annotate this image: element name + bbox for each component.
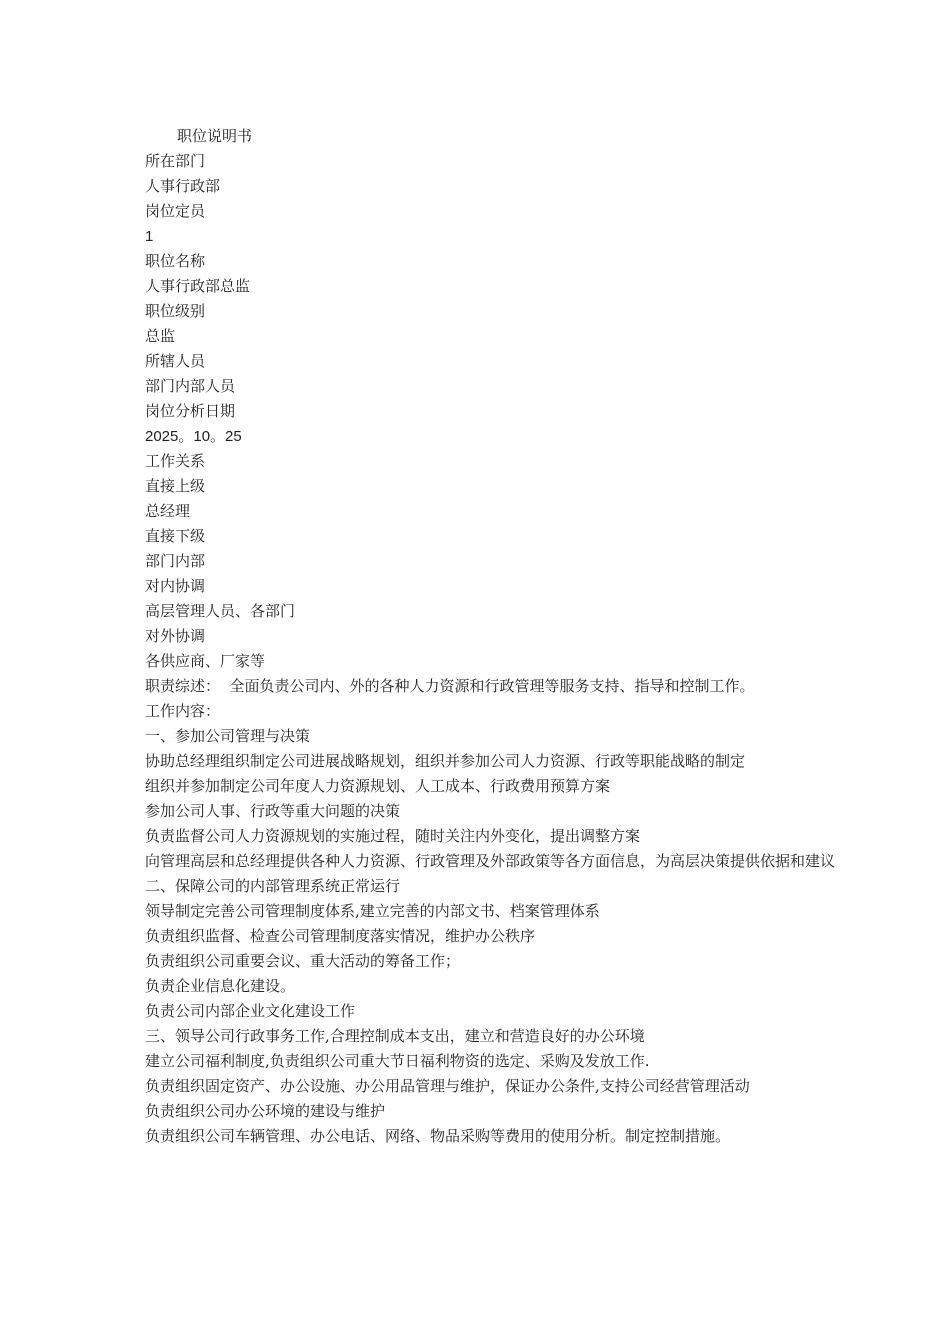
field-value-position-level: 总监: [145, 327, 176, 345]
field-value-subordinates: 部门内部人员: [145, 377, 236, 395]
paragraph-2-3: 负责组织公司重要会议、重大活动的筹备工作；: [145, 952, 461, 970]
field-label-position-level: 职位级别: [145, 302, 206, 320]
field-value-internal-coordination: 高层管理人员、各部门: [145, 602, 296, 620]
field-value-analysis-date: 2025。10。25: [145, 428, 242, 445]
field-label-internal-coordination: 对内协调: [145, 577, 206, 595]
duty-summary: 职责综述： 全面负责公司内、外的各种人力资源和行政管理等服务支持、指导和控制工作。: [145, 677, 755, 695]
field-value-department: 人事行政部: [145, 177, 221, 195]
field-label-headcount: 岗位定员: [145, 202, 206, 220]
field-label-position-name: 职位名称: [145, 252, 206, 270]
field-label-subordinates: 所辖人员: [145, 352, 206, 370]
field-label-direct-subordinate: 直接下级: [145, 527, 206, 545]
field-value-direct-superior: 总经理: [145, 502, 191, 520]
field-label-direct-superior: 直接上级: [145, 477, 206, 495]
paragraph-3-2: 负责组织固定资产、办公设施、办公用品管理与维护，保证办公条件,支持公司经营管理活动: [145, 1077, 750, 1095]
field-value-headcount: 1: [145, 228, 154, 245]
subsection-heading-2: 二、保障公司的内部管理系统正常运行: [145, 877, 401, 895]
paragraph-3-4: 负责组织公司车辆管理、办公电话、网络、物品采购等费用的使用分析。制定控制措施。: [145, 1127, 731, 1145]
paragraph-2-1: 领导制定完善公司管理制度体系,建立完善的内部文书、档案管理体系: [145, 902, 600, 920]
field-value-direct-subordinate: 部门内部: [145, 552, 206, 570]
paragraph-3-1: 建立公司福利制度,负责组织公司重大节日福利物资的选定、采购及发放工作.: [145, 1052, 650, 1070]
paragraph-1-4: 负责监督公司人力资源规划的实施过程，随时关注内外变化，提出调整方案: [145, 827, 641, 845]
paragraph-1-1: 协助总经理组织制定公司进展战略规划，组织并参加公司人力资源、行政等职能战略的制定: [145, 752, 746, 770]
paragraph-1-3: 参加公司人事、行政等重大问题的决策: [145, 802, 401, 820]
paragraph-2-4: 负责企业信息化建设。: [145, 977, 296, 995]
document-title: 职位说明书: [177, 127, 253, 145]
paragraph-2-5: 负责公司内部企业文化建设工作: [145, 1002, 356, 1020]
field-label-department: 所在部门: [145, 152, 206, 170]
paragraph-1-5: 向管理高层和总经理提供各种人力资源、行政管理及外部政策等各方面信息，为高层决策提供依据和建议: [145, 852, 836, 870]
section-heading-work-relations: 工作关系: [145, 452, 206, 470]
paragraph-1-2: 组织并参加制定公司年度人力资源规划、人工成本、行政费用预算方案: [145, 777, 611, 795]
subsection-heading-3: 三、领导公司行政事务工作,合理控制成本支出，建立和营造良好的办公环境: [145, 1027, 645, 1045]
paragraph-2-2: 负责组织监督、检查公司管理制度落实情况，维护办公秩序: [145, 927, 536, 945]
field-label-analysis-date: 岗位分析日期: [145, 402, 236, 420]
field-value-position-name: 人事行政部总监: [145, 277, 251, 295]
field-label-external-coordination: 对外协调: [145, 627, 206, 645]
subsection-heading-1: 一、参加公司管理与决策: [145, 727, 311, 745]
document-page: [145, 124, 835, 1149]
field-value-external-coordination: 各供应商、厂家等: [145, 652, 266, 670]
section-heading-work-content: 工作内容：: [145, 702, 221, 720]
paragraph-3-3: 负责组织公司办公环境的建设与维护: [145, 1102, 386, 1120]
